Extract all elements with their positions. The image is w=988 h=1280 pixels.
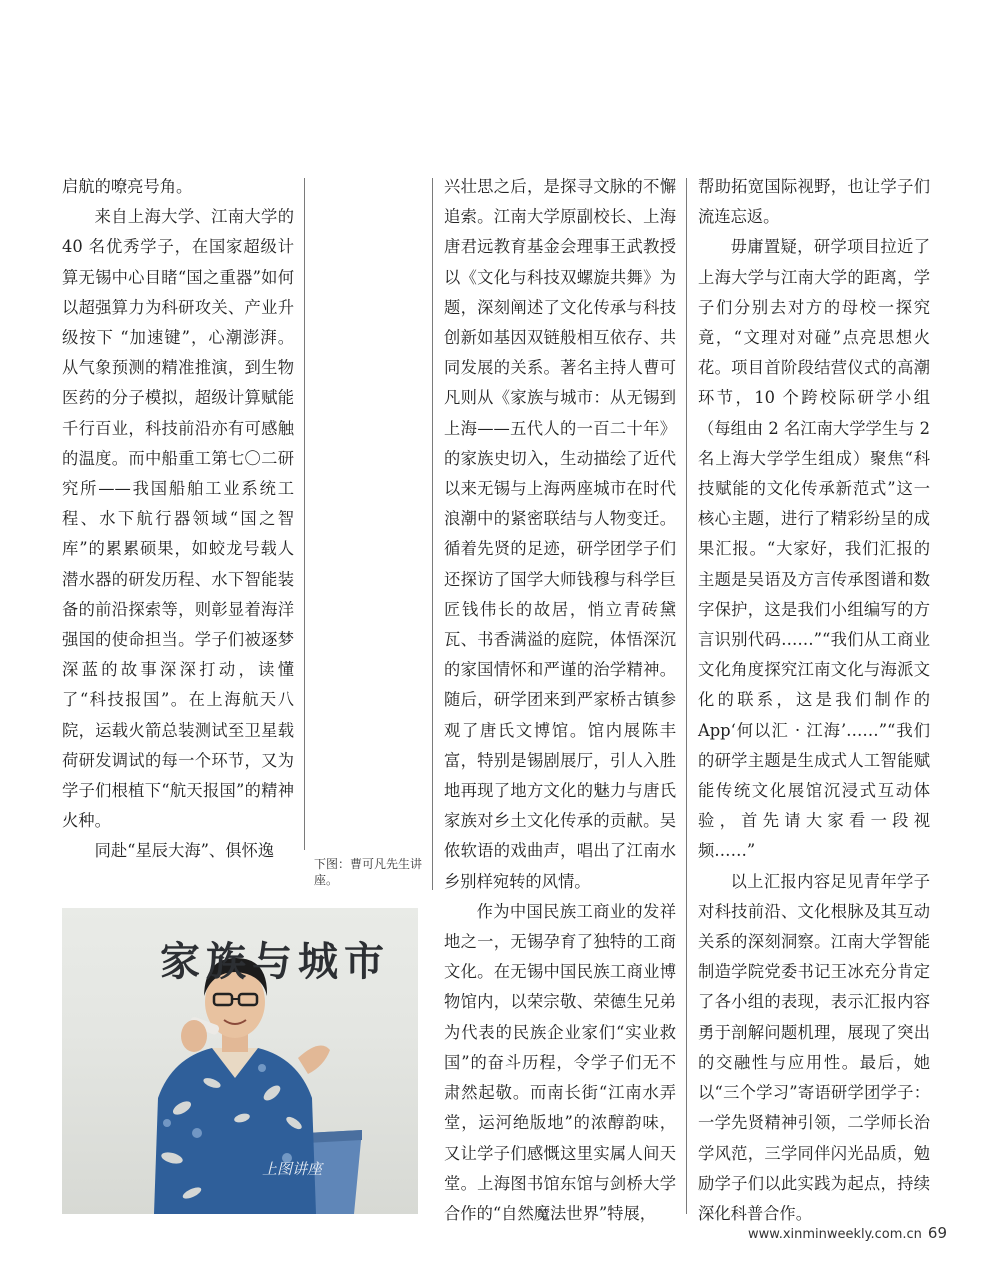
column-divider-2 bbox=[432, 178, 433, 890]
paragraph: 帮助拓宽国际视野，也让学子们流连忘返。 bbox=[698, 177, 930, 227]
paragraph: 来自上海大学、江南大学的 40 名优秀学子，在国家超级计算无锡中心目睹“国之重器”如何以超强算力为科研攻关、产业升级按下 “加速键”，心潮澎湃。从气象预测的精准推演，到生物医药的分子模拟，超级计算赋能千行百业，科技前沿亦有可感触的温度。而中船重工第七〇二研究所——我国船舶工业系统工程、水下航行器领域“国之智库”的累累硕果，如蛟龙号载人潜水器的研发历程、水下智能装备的前沿探索等，则彰显着海洋强国的使命担当。学子们被逐梦深蓝的故事深深打动，读懂了“科技报国”。在上海航天八院，运载火箭总装测试至卫星载荷研发调试的每一个环节，又为学子们根植下“航天报国”的精神火种。 bbox=[62, 207, 294, 831]
paragraph: 同赴“星辰大海”、俱怀逸 bbox=[94, 841, 275, 861]
paragraph: 以上汇报内容足见青年学子对科技前沿、文化根脉及其互动关系的深刻洞察。江南大学智能制造学院党委书记王冰充分肯定了各小组的表现，表示汇报内容勇于剖解问题机理，展现了突出的交融性与应用性。最后，她以“三个学习”寄语研学团学子：一学先贤精神引领，二学师长治学风范，三学同伴闪光品质，勉励学子们以此实践为起点，持续深化科普合作。 bbox=[698, 871, 930, 1223]
paragraph: 毋庸置疑，研学项目拉近了上海大学与江南大学的距离，学子们分别去对方的母校一探究竟，“文理对对碰”点亮思想火花。项目首阶段结营仪式的高潮环节，10 个跨校际研学小组（每组由 2 名江南大学学生与 2 名上海大学学生组成）聚焦“科技赋能的文化传承新范式”这一核心主题，进行了精彩纷呈的成果汇报。“大家好，我们汇报的主题是吴语及方言传承图谱和数字保护，这是我们小组编写的方言识别代码……”“我们从工商业文化角度探究江南文化与海派文化的联系，这是我们制作的 App‘何以汇 · 江海’……”“我们的研学主题是生成式人工智能赋能传统文化展馆沉浸式互动体验，首先请大家看一段视频……” bbox=[698, 237, 930, 861]
column-divider-3 bbox=[686, 178, 687, 1214]
website-url[interactable]: www.xinminweekly.com.cn bbox=[748, 1227, 922, 1242]
paragraph: 作为中国民族工商业的发祥地之一，无锡孕育了独特的工商文化。在无锡中国民族工商业博物馆内，以荣宗敬、荣德生兄弟为代表的民族企业家们“实业救国”的奋斗历程，令学子们无不肃然起敬。而南长街“江南水弄堂，运河绝版地”的浓醇韵味，又让学子们感慨这里实属人间天堂。上海图书馆东馆与剑桥大学合作的“自然魔法世界”特展， bbox=[444, 901, 676, 1223]
article-column-1 bbox=[62, 172, 294, 867]
banner-title: 家族与城市 bbox=[160, 938, 390, 985]
podium-logo-text: 上图讲座 bbox=[262, 1160, 323, 1178]
photo-caption: 下图：曹可凡先生讲座。 bbox=[314, 857, 423, 887]
article-column-3 bbox=[698, 172, 930, 1229]
paragraph: 启航的嘹亮号角。 bbox=[62, 177, 193, 196]
article-column-2 bbox=[444, 172, 676, 1229]
paragraph: 兴壮思之后，是探寻文脉的不懈追索。江南大学原副校长、上海唐君远教育基金会理事王武教授以《文化与科技双螺旋共舞》为题，深刻阐述了文化传承与科技创新如基因双链般相互依存、共同发展的关系。著名主持人曹可凡则从《家族与城市：从无锡到上海——五代人的一百二十年》的家族史切入，生动描绘了近代以来无锡与上海两座城市在时代浪潮中的紧密联结与人物变迁。循着先贤的足迹，研学团学子们还探访了国学大师钱穆与科学巨匠钱伟长的故居，悄立青砖黛瓦、书香满溢的庭院，体悟深沉的家国情怀和严谨的治学精神。随后，研学团来到严家桥古镇参观了唐氏文博馆。馆内展陈丰富，特别是锡剧展厅，引人入胜地再现了地方文化的魅力与唐氏家族对乡土文化传承的贡献。吴侬软语的戏曲声，唱出了江南水乡别样宛转的风情。 bbox=[444, 177, 676, 891]
column-divider-1 bbox=[304, 178, 305, 850]
page-number: 69 bbox=[927, 1224, 948, 1242]
page-footer bbox=[748, 1224, 947, 1242]
lecture-photo bbox=[62, 908, 418, 1214]
